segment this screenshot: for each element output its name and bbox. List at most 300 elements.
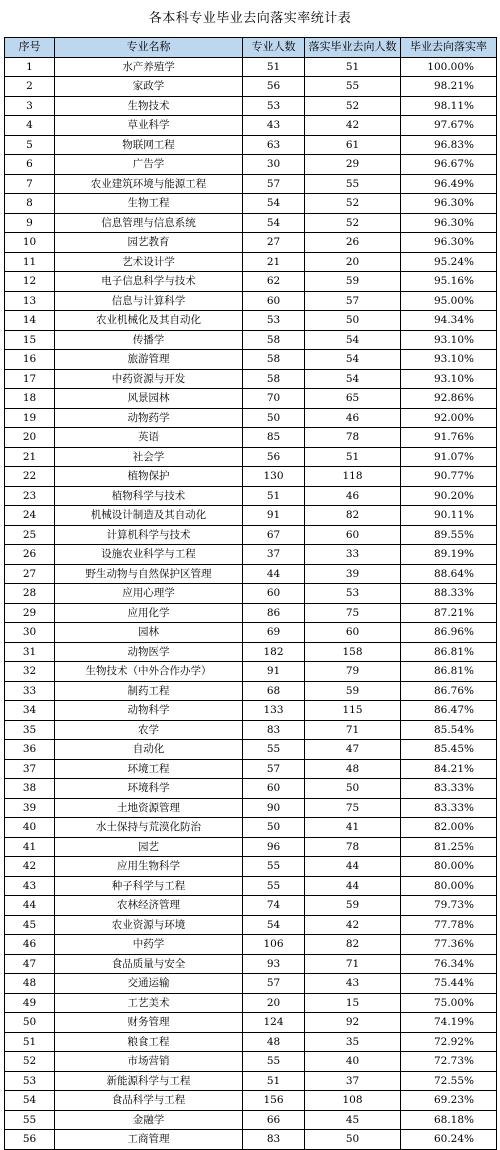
table-row (5, 1091, 497, 1111)
row-rate-cell: 85.54% (401, 720, 497, 740)
row-placed-cell: 75 (305, 798, 401, 818)
row-major-cell: 农业建筑环境与能源工程 (55, 174, 243, 194)
row-placed-cell: 54 (305, 350, 401, 370)
table-row (5, 525, 497, 545)
row-count-cell: 63 (243, 135, 305, 155)
table-row (5, 584, 497, 604)
row-rate-cell: 72.73% (401, 1052, 497, 1072)
table-row (5, 779, 497, 799)
row-index-cell: 34 (5, 701, 55, 721)
table-row (5, 330, 497, 350)
row-count-cell: 133 (243, 701, 305, 721)
row-index-cell: 43 (5, 876, 55, 896)
row-rate-cell: 60.24% (401, 1130, 497, 1150)
row-major-cell: 风景园林 (55, 389, 243, 409)
row-rate-cell: 77.36% (401, 935, 497, 955)
table-header-row (5, 38, 497, 58)
row-count-cell: 20 (243, 993, 305, 1013)
table-row (5, 135, 497, 155)
row-major-cell: 草业科学 (55, 116, 243, 136)
table-row (5, 1013, 497, 1033)
row-index-cell: 53 (5, 1071, 55, 1091)
row-placed-cell: 33 (305, 545, 401, 565)
row-rate-cell: 86.47% (401, 701, 497, 721)
table-row (5, 467, 497, 487)
table-row (5, 155, 497, 175)
row-rate-cell: 98.11% (401, 96, 497, 116)
row-major-cell: 农业机械化及其自动化 (55, 311, 243, 331)
row-major-cell: 传播学 (55, 330, 243, 350)
row-major-cell: 环境工程 (55, 759, 243, 779)
table-row (5, 642, 497, 662)
row-rate-cell: 79.73% (401, 896, 497, 916)
table-row (5, 545, 497, 565)
table-row (5, 1130, 497, 1150)
row-rate-cell: 90.11% (401, 506, 497, 526)
row-index-cell: 3 (5, 96, 55, 116)
table-row (5, 233, 497, 253)
row-placed-cell: 47 (305, 740, 401, 760)
row-major-cell: 植物科学与技术 (55, 486, 243, 506)
row-major-cell: 应用化学 (55, 603, 243, 623)
row-rate-cell: 80.00% (401, 876, 497, 896)
table-row (5, 857, 497, 877)
row-count-cell: 60 (243, 291, 305, 311)
row-placed-cell: 46 (305, 486, 401, 506)
table-row (5, 681, 497, 701)
table-row (5, 389, 497, 409)
table-row (5, 272, 497, 292)
row-major-cell: 动物科学 (55, 701, 243, 721)
row-placed-cell: 59 (305, 272, 401, 292)
row-count-cell: 55 (243, 876, 305, 896)
row-count-cell: 55 (243, 857, 305, 877)
row-count-cell: 21 (243, 252, 305, 272)
row-count-cell: 83 (243, 1130, 305, 1150)
row-rate-cell: 86.81% (401, 642, 497, 662)
statistics-table (4, 37, 497, 1150)
row-index-cell: 51 (5, 1032, 55, 1052)
row-count-cell: 56 (243, 447, 305, 467)
header-rate: 毕业去向落实率 (401, 38, 497, 58)
row-count-cell: 51 (243, 486, 305, 506)
row-rate-cell: 75.00% (401, 993, 497, 1013)
row-rate-cell: 90.77% (401, 467, 497, 487)
row-rate-cell: 88.33% (401, 584, 497, 604)
row-placed-cell: 35 (305, 1032, 401, 1052)
row-index-cell: 52 (5, 1052, 55, 1072)
row-rate-cell: 81.25% (401, 837, 497, 857)
row-major-cell: 制药工程 (55, 681, 243, 701)
row-index-cell: 18 (5, 389, 55, 409)
row-major-cell: 信息管理与信息系统 (55, 213, 243, 233)
row-rate-cell: 83.33% (401, 798, 497, 818)
table-row (5, 876, 497, 896)
row-placed-cell: 79 (305, 662, 401, 682)
row-placed-cell: 78 (305, 837, 401, 857)
row-index-cell: 13 (5, 291, 55, 311)
row-placed-cell: 65 (305, 389, 401, 409)
row-index-cell: 12 (5, 272, 55, 292)
row-rate-cell: 96.83% (401, 135, 497, 155)
row-major-cell: 动物药学 (55, 408, 243, 428)
row-rate-cell: 91.07% (401, 447, 497, 467)
row-count-cell: 70 (243, 389, 305, 409)
row-count-cell: 96 (243, 837, 305, 857)
row-placed-cell: 50 (305, 779, 401, 799)
table-row (5, 1052, 497, 1072)
header-count: 专业人数 (243, 38, 305, 58)
table-row (5, 428, 497, 448)
row-count-cell: 53 (243, 96, 305, 116)
row-count-cell: 124 (243, 1013, 305, 1033)
header-index: 序号 (5, 38, 55, 58)
row-index-cell: 29 (5, 603, 55, 623)
row-count-cell: 85 (243, 428, 305, 448)
row-index-cell: 40 (5, 818, 55, 838)
row-rate-cell: 100.00% (401, 57, 497, 77)
table-row (5, 408, 497, 428)
row-rate-cell: 94.34% (401, 311, 497, 331)
row-placed-cell: 55 (305, 77, 401, 97)
row-rate-cell: 85.45% (401, 740, 497, 760)
row-index-cell: 41 (5, 837, 55, 857)
row-placed-cell: 108 (305, 1091, 401, 1111)
row-major-cell: 动物医学 (55, 642, 243, 662)
row-index-cell: 56 (5, 1130, 55, 1150)
table-row (5, 486, 497, 506)
row-count-cell: 30 (243, 155, 305, 175)
table-body (5, 57, 497, 1149)
row-placed-cell: 75 (305, 603, 401, 623)
row-placed-cell: 115 (305, 701, 401, 721)
row-major-cell: 机械设计制造及其自动化 (55, 506, 243, 526)
row-major-cell: 社会学 (55, 447, 243, 467)
row-count-cell: 90 (243, 798, 305, 818)
table-row (5, 954, 497, 974)
row-index-cell: 1 (5, 57, 55, 77)
row-index-cell: 32 (5, 662, 55, 682)
row-major-cell: 生物工程 (55, 194, 243, 214)
table-row (5, 623, 497, 643)
row-rate-cell: 89.55% (401, 525, 497, 545)
row-count-cell: 53 (243, 311, 305, 331)
row-count-cell: 86 (243, 603, 305, 623)
table-row (5, 506, 497, 526)
row-major-cell: 野生动物与自然保护区管理 (55, 564, 243, 584)
row-count-cell: 55 (243, 1052, 305, 1072)
row-rate-cell: 98.21% (401, 77, 497, 97)
row-rate-cell: 86.76% (401, 681, 497, 701)
table-row (5, 77, 497, 97)
row-major-cell: 环境科学 (55, 779, 243, 799)
row-count-cell: 43 (243, 116, 305, 136)
row-index-cell: 17 (5, 369, 55, 389)
row-placed-cell: 71 (305, 954, 401, 974)
row-count-cell: 57 (243, 974, 305, 994)
row-rate-cell: 93.10% (401, 330, 497, 350)
row-count-cell: 58 (243, 330, 305, 350)
row-placed-cell: 48 (305, 759, 401, 779)
row-major-cell: 自动化 (55, 740, 243, 760)
row-rate-cell: 96.30% (401, 233, 497, 253)
table-row (5, 935, 497, 955)
row-placed-cell: 40 (305, 1052, 401, 1072)
row-rate-cell: 87.21% (401, 603, 497, 623)
table-row (5, 194, 497, 214)
table-row (5, 291, 497, 311)
row-major-cell: 中药学 (55, 935, 243, 955)
row-index-cell: 44 (5, 896, 55, 916)
row-index-cell: 42 (5, 857, 55, 877)
table-row (5, 213, 497, 233)
table-row (5, 116, 497, 136)
row-placed-cell: 37 (305, 1071, 401, 1091)
row-index-cell: 55 (5, 1110, 55, 1130)
row-major-cell: 生物技术 (55, 96, 243, 116)
row-count-cell: 93 (243, 954, 305, 974)
row-count-cell: 54 (243, 194, 305, 214)
row-placed-cell: 44 (305, 857, 401, 877)
row-rate-cell: 76.34% (401, 954, 497, 974)
table-row (5, 57, 497, 77)
table-row (5, 974, 497, 994)
row-rate-cell: 88.64% (401, 564, 497, 584)
row-placed-cell: 44 (305, 876, 401, 896)
row-rate-cell: 95.24% (401, 252, 497, 272)
row-index-cell: 33 (5, 681, 55, 701)
table-row (5, 252, 497, 272)
row-major-cell: 中药资源与开发 (55, 369, 243, 389)
row-count-cell: 62 (243, 272, 305, 292)
row-count-cell: 68 (243, 681, 305, 701)
row-major-cell: 土地资源管理 (55, 798, 243, 818)
row-index-cell: 38 (5, 779, 55, 799)
row-major-cell: 园林 (55, 623, 243, 643)
row-rate-cell: 69.23% (401, 1091, 497, 1111)
table-row (5, 174, 497, 194)
row-rate-cell: 68.18% (401, 1110, 497, 1130)
row-index-cell: 49 (5, 993, 55, 1013)
row-major-cell: 农林经济管理 (55, 896, 243, 916)
table-row (5, 837, 497, 857)
table-row (5, 662, 497, 682)
row-index-cell: 19 (5, 408, 55, 428)
row-placed-cell: 78 (305, 428, 401, 448)
row-placed-cell: 39 (305, 564, 401, 584)
row-rate-cell: 80.00% (401, 857, 497, 877)
row-index-cell: 35 (5, 720, 55, 740)
table-row (5, 311, 497, 331)
row-placed-cell: 29 (305, 155, 401, 175)
row-placed-cell: 20 (305, 252, 401, 272)
row-placed-cell: 42 (305, 915, 401, 935)
row-placed-cell: 46 (305, 408, 401, 428)
row-index-cell: 7 (5, 174, 55, 194)
table-row (5, 1110, 497, 1130)
row-major-cell: 粮食工程 (55, 1032, 243, 1052)
row-major-cell: 农学 (55, 720, 243, 740)
row-index-cell: 54 (5, 1091, 55, 1111)
row-count-cell: 106 (243, 935, 305, 955)
table-row (5, 896, 497, 916)
row-count-cell: 54 (243, 915, 305, 935)
row-major-cell: 生物技术（中外合作办学） (55, 662, 243, 682)
row-placed-cell: 60 (305, 623, 401, 643)
row-placed-cell: 41 (305, 818, 401, 838)
row-index-cell: 47 (5, 954, 55, 974)
row-count-cell: 57 (243, 174, 305, 194)
row-index-cell: 2 (5, 77, 55, 97)
row-rate-cell: 97.67% (401, 116, 497, 136)
row-major-cell: 金融学 (55, 1110, 243, 1130)
row-major-cell: 应用心理学 (55, 584, 243, 604)
row-placed-cell: 50 (305, 311, 401, 331)
row-placed-cell: 43 (305, 974, 401, 994)
row-index-cell: 31 (5, 642, 55, 662)
row-count-cell: 91 (243, 662, 305, 682)
row-placed-cell: 118 (305, 467, 401, 487)
row-major-cell: 信息与计算科学 (55, 291, 243, 311)
table-row (5, 369, 497, 389)
row-index-cell: 6 (5, 155, 55, 175)
row-major-cell: 物联网工程 (55, 135, 243, 155)
row-placed-cell: 42 (305, 116, 401, 136)
row-major-cell: 交通运输 (55, 974, 243, 994)
row-rate-cell: 74.19% (401, 1013, 497, 1033)
table-row (5, 350, 497, 370)
row-count-cell: 48 (243, 1032, 305, 1052)
row-index-cell: 28 (5, 584, 55, 604)
row-count-cell: 67 (243, 525, 305, 545)
header-major: 专业名称 (55, 38, 243, 58)
row-placed-cell: 50 (305, 1130, 401, 1150)
row-count-cell: 54 (243, 213, 305, 233)
row-index-cell: 45 (5, 915, 55, 935)
row-index-cell: 4 (5, 116, 55, 136)
row-index-cell: 27 (5, 564, 55, 584)
row-rate-cell: 96.67% (401, 155, 497, 175)
row-count-cell: 60 (243, 779, 305, 799)
row-index-cell: 36 (5, 740, 55, 760)
row-placed-cell: 82 (305, 506, 401, 526)
row-major-cell: 电子信息科学与技术 (55, 272, 243, 292)
row-index-cell: 21 (5, 447, 55, 467)
row-count-cell: 55 (243, 740, 305, 760)
table-row (5, 447, 497, 467)
row-count-cell: 58 (243, 369, 305, 389)
row-placed-cell: 92 (305, 1013, 401, 1033)
row-index-cell: 9 (5, 213, 55, 233)
row-count-cell: 74 (243, 896, 305, 916)
row-rate-cell: 90.20% (401, 486, 497, 506)
row-index-cell: 11 (5, 252, 55, 272)
row-index-cell: 24 (5, 506, 55, 526)
row-rate-cell: 75.44% (401, 974, 497, 994)
row-placed-cell: 26 (305, 233, 401, 253)
row-major-cell: 艺术设计学 (55, 252, 243, 272)
row-placed-cell: 54 (305, 330, 401, 350)
row-index-cell: 15 (5, 330, 55, 350)
table-row (5, 564, 497, 584)
row-major-cell: 工商管理 (55, 1130, 243, 1150)
row-placed-cell: 82 (305, 935, 401, 955)
row-placed-cell: 51 (305, 447, 401, 467)
row-placed-cell: 60 (305, 525, 401, 545)
row-count-cell: 69 (243, 623, 305, 643)
row-index-cell: 23 (5, 486, 55, 506)
table-row (5, 720, 497, 740)
row-index-cell: 10 (5, 233, 55, 253)
row-placed-cell: 54 (305, 369, 401, 389)
row-major-cell: 新能源科学与工程 (55, 1071, 243, 1091)
row-major-cell: 广告学 (55, 155, 243, 175)
table-row (5, 740, 497, 760)
table-row (5, 993, 497, 1013)
row-major-cell: 种子科学与工程 (55, 876, 243, 896)
row-major-cell: 计算机科学与技术 (55, 525, 243, 545)
row-count-cell: 60 (243, 584, 305, 604)
row-placed-cell: 61 (305, 135, 401, 155)
row-placed-cell: 52 (305, 194, 401, 214)
row-rate-cell: 92.00% (401, 408, 497, 428)
row-rate-cell: 96.30% (401, 194, 497, 214)
row-rate-cell: 84.21% (401, 759, 497, 779)
row-index-cell: 37 (5, 759, 55, 779)
row-index-cell: 8 (5, 194, 55, 214)
row-placed-cell: 71 (305, 720, 401, 740)
row-count-cell: 130 (243, 467, 305, 487)
table-row (5, 915, 497, 935)
row-count-cell: 50 (243, 818, 305, 838)
row-index-cell: 50 (5, 1013, 55, 1033)
row-index-cell: 39 (5, 798, 55, 818)
header-placed: 落实毕业去向人数 (305, 38, 401, 58)
table-row (5, 1071, 497, 1091)
row-index-cell: 25 (5, 525, 55, 545)
row-count-cell: 182 (243, 642, 305, 662)
row-major-cell: 财务管理 (55, 1013, 243, 1033)
table-row (5, 1032, 497, 1052)
row-rate-cell: 95.16% (401, 272, 497, 292)
row-rate-cell: 92.86% (401, 389, 497, 409)
row-placed-cell: 45 (305, 1110, 401, 1130)
row-major-cell: 植物保护 (55, 467, 243, 487)
row-index-cell: 48 (5, 974, 55, 994)
row-placed-cell: 15 (305, 993, 401, 1013)
row-count-cell: 156 (243, 1091, 305, 1111)
row-rate-cell: 82.00% (401, 818, 497, 838)
row-major-cell: 英语 (55, 428, 243, 448)
row-major-cell: 家政学 (55, 77, 243, 97)
row-count-cell: 51 (243, 1071, 305, 1091)
row-rate-cell: 86.96% (401, 623, 497, 643)
row-rate-cell: 93.10% (401, 369, 497, 389)
table-row (5, 603, 497, 623)
table-row (5, 701, 497, 721)
row-major-cell: 食品科学与工程 (55, 1091, 243, 1111)
row-index-cell: 22 (5, 467, 55, 487)
row-index-cell: 20 (5, 428, 55, 448)
row-placed-cell: 57 (305, 291, 401, 311)
row-placed-cell: 59 (305, 681, 401, 701)
row-rate-cell: 77.78% (401, 915, 497, 935)
row-rate-cell: 96.49% (401, 174, 497, 194)
row-count-cell: 51 (243, 57, 305, 77)
row-index-cell: 46 (5, 935, 55, 955)
row-count-cell: 66 (243, 1110, 305, 1130)
row-index-cell: 30 (5, 623, 55, 643)
